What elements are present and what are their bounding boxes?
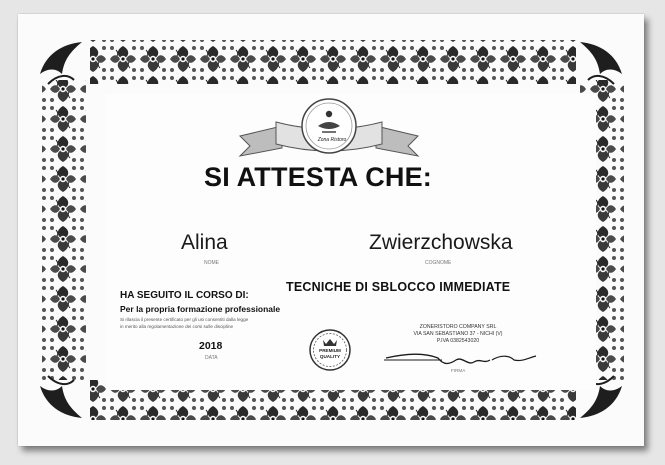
signature-caption: FIRMA	[451, 368, 466, 373]
logo-text: Zona Ristoro	[317, 137, 347, 143]
recipient-last-name: Zwierzchowska	[369, 231, 513, 254]
certificate-sheet	[18, 14, 644, 446]
purpose-text: Per la propria formazione professionale	[120, 304, 281, 314]
fine-print-line-2: in merito alla regolamentazione dei corsi sulle discipline	[120, 324, 234, 329]
ribbon-logo-emblem	[236, 96, 422, 162]
person-icon	[326, 111, 332, 117]
issue-year: 2018	[199, 340, 223, 352]
company-name: ZONERISTORO COMPANY SRL	[419, 324, 497, 330]
year-caption: DATA	[205, 355, 218, 361]
badge-line-1: PREMIUM	[319, 348, 341, 353]
course-name: TECNICHE DI SBLOCCO IMMEDIATE	[286, 280, 511, 294]
first-name-caption: NOME	[204, 260, 219, 266]
fine-print-line-1: Si rilascia il presente certificato per gli usi consentiti dalla legge	[120, 317, 249, 322]
company-address: VIA SAN SEBASTIANO 37 - NICHI (V)	[413, 331, 503, 337]
course-label: HA SEGUITO IL CORSO DI:	[120, 290, 249, 301]
certificate-heading: SI ATTESTA CHE:	[204, 162, 432, 192]
company-vat: P.IVA 0382543020	[436, 338, 480, 344]
recipient-first-name: Alina	[181, 231, 228, 254]
last-name-caption: COGNOME	[425, 260, 452, 266]
badge-line-2: QUALITY	[319, 354, 341, 359]
